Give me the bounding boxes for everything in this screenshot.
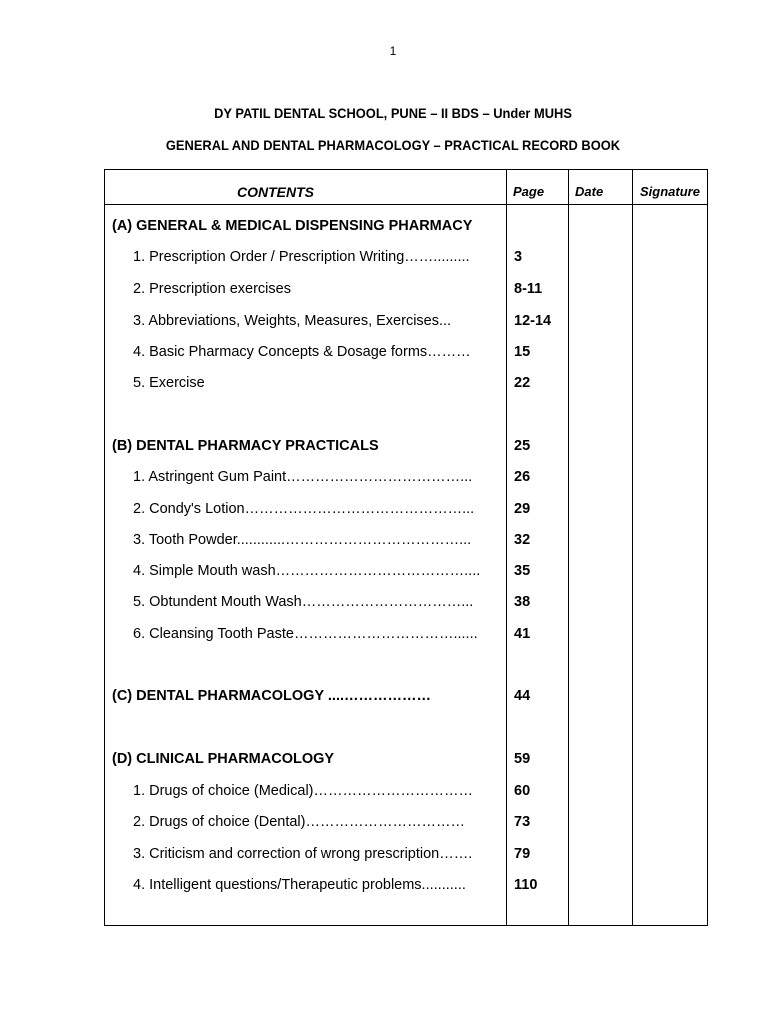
entry-label: 4. Simple Mouth wash………………………………….... xyxy=(133,563,481,579)
entry-label: (D) CLINICAL PHARMACOLOGY xyxy=(112,751,335,767)
contents-entry xyxy=(105,783,709,803)
contents-table xyxy=(104,169,708,926)
column-header-contents: CONTENTS xyxy=(237,184,314,200)
entry-label: 5. Obtundent Mouth Wash……………………………... xyxy=(133,594,474,610)
contents-entry xyxy=(105,814,709,834)
contents-entry xyxy=(105,751,709,771)
column-header-page: Page xyxy=(513,184,545,199)
entry-page: 79 xyxy=(514,846,531,862)
contents-entry xyxy=(105,846,709,866)
entry-page: 26 xyxy=(514,469,531,485)
entry-page: 25 xyxy=(514,438,531,454)
column-header-date: Date xyxy=(575,184,604,199)
contents-entry xyxy=(105,249,709,269)
contents-entry xyxy=(105,344,709,364)
contents-entry xyxy=(105,563,709,583)
entry-label: 1. Astringent Gum Paint………………………………... xyxy=(133,469,473,485)
entry-label: 2. Drugs of choice (Dental)…………………………… xyxy=(133,814,465,830)
contents-entry xyxy=(105,375,709,395)
page-number: 1 xyxy=(389,44,397,58)
entry-label: 2. Condy's Lotion………………………………………... xyxy=(133,501,475,517)
contents-entry xyxy=(105,688,709,708)
entry-label: (C) DENTAL PHARMACOLOGY ....……………… xyxy=(112,688,431,704)
entry-page: 59 xyxy=(514,751,531,767)
entry-label: 2. Prescription exercises xyxy=(133,281,291,297)
entry-page: 41 xyxy=(514,626,531,642)
entry-page: 35 xyxy=(514,563,531,579)
entry-page: 12-14 xyxy=(514,313,552,329)
entry-label: 6. Cleansing Tooth Paste……………………………...... xyxy=(133,626,478,642)
entry-page: 15 xyxy=(514,344,531,360)
contents-entry xyxy=(105,469,709,489)
document-subtitle: GENERAL AND DENTAL PHARMACOLOGY – PRACTICAL RECORD BOOK xyxy=(165,137,621,153)
entry-label: 1. Prescription Order / Prescription Writing……......... xyxy=(133,249,470,265)
contents-entry xyxy=(105,594,709,614)
contents-entry xyxy=(105,877,709,897)
entry-label: 1. Drugs of choice (Medical)…………………………… xyxy=(133,783,474,799)
entry-page: 32 xyxy=(514,532,531,548)
entry-label: 3. Criticism and correction of wrong prescription……. xyxy=(133,846,473,862)
document-title: DY PATIL DENTAL SCHOOL, PUNE – II BDS – Under MUHS xyxy=(214,105,572,121)
entry-page: 44 xyxy=(514,688,531,704)
contents-entry xyxy=(105,438,709,458)
entry-page: 22 xyxy=(514,375,531,391)
entry-page: 60 xyxy=(514,783,531,799)
entry-label: 3. Tooth Powder............………………………………... xyxy=(133,532,472,548)
entry-page: 73 xyxy=(514,814,531,830)
entry-label: 5. Exercise xyxy=(133,375,205,391)
entry-page: 8-11 xyxy=(514,281,543,297)
entry-label: 4. Basic Pharmacy Concepts & Dosage forms……… xyxy=(133,344,471,360)
entry-label: 3. Abbreviations, Weights, Measures, Exercises... xyxy=(133,313,452,329)
entry-label: (B) DENTAL PHARMACY PRACTICALS xyxy=(112,438,379,454)
entry-page: 3 xyxy=(514,249,523,265)
entry-page: 38 xyxy=(514,594,531,610)
entry-page: 29 xyxy=(514,501,531,517)
entry-label: (A) GENERAL & MEDICAL DISPENSING PHARMACY xyxy=(112,218,473,234)
contents-entry xyxy=(105,281,709,301)
header-divider xyxy=(105,204,707,205)
contents-entry xyxy=(105,313,709,333)
entry-label: 4. Intelligent questions/Therapeutic problems........... xyxy=(133,877,466,893)
contents-entry xyxy=(105,532,709,552)
entry-page: 110 xyxy=(514,877,538,893)
contents-entry xyxy=(105,626,709,646)
contents-entry xyxy=(105,501,709,521)
contents-entry xyxy=(105,218,709,238)
column-header-signature: Signature xyxy=(640,184,700,199)
